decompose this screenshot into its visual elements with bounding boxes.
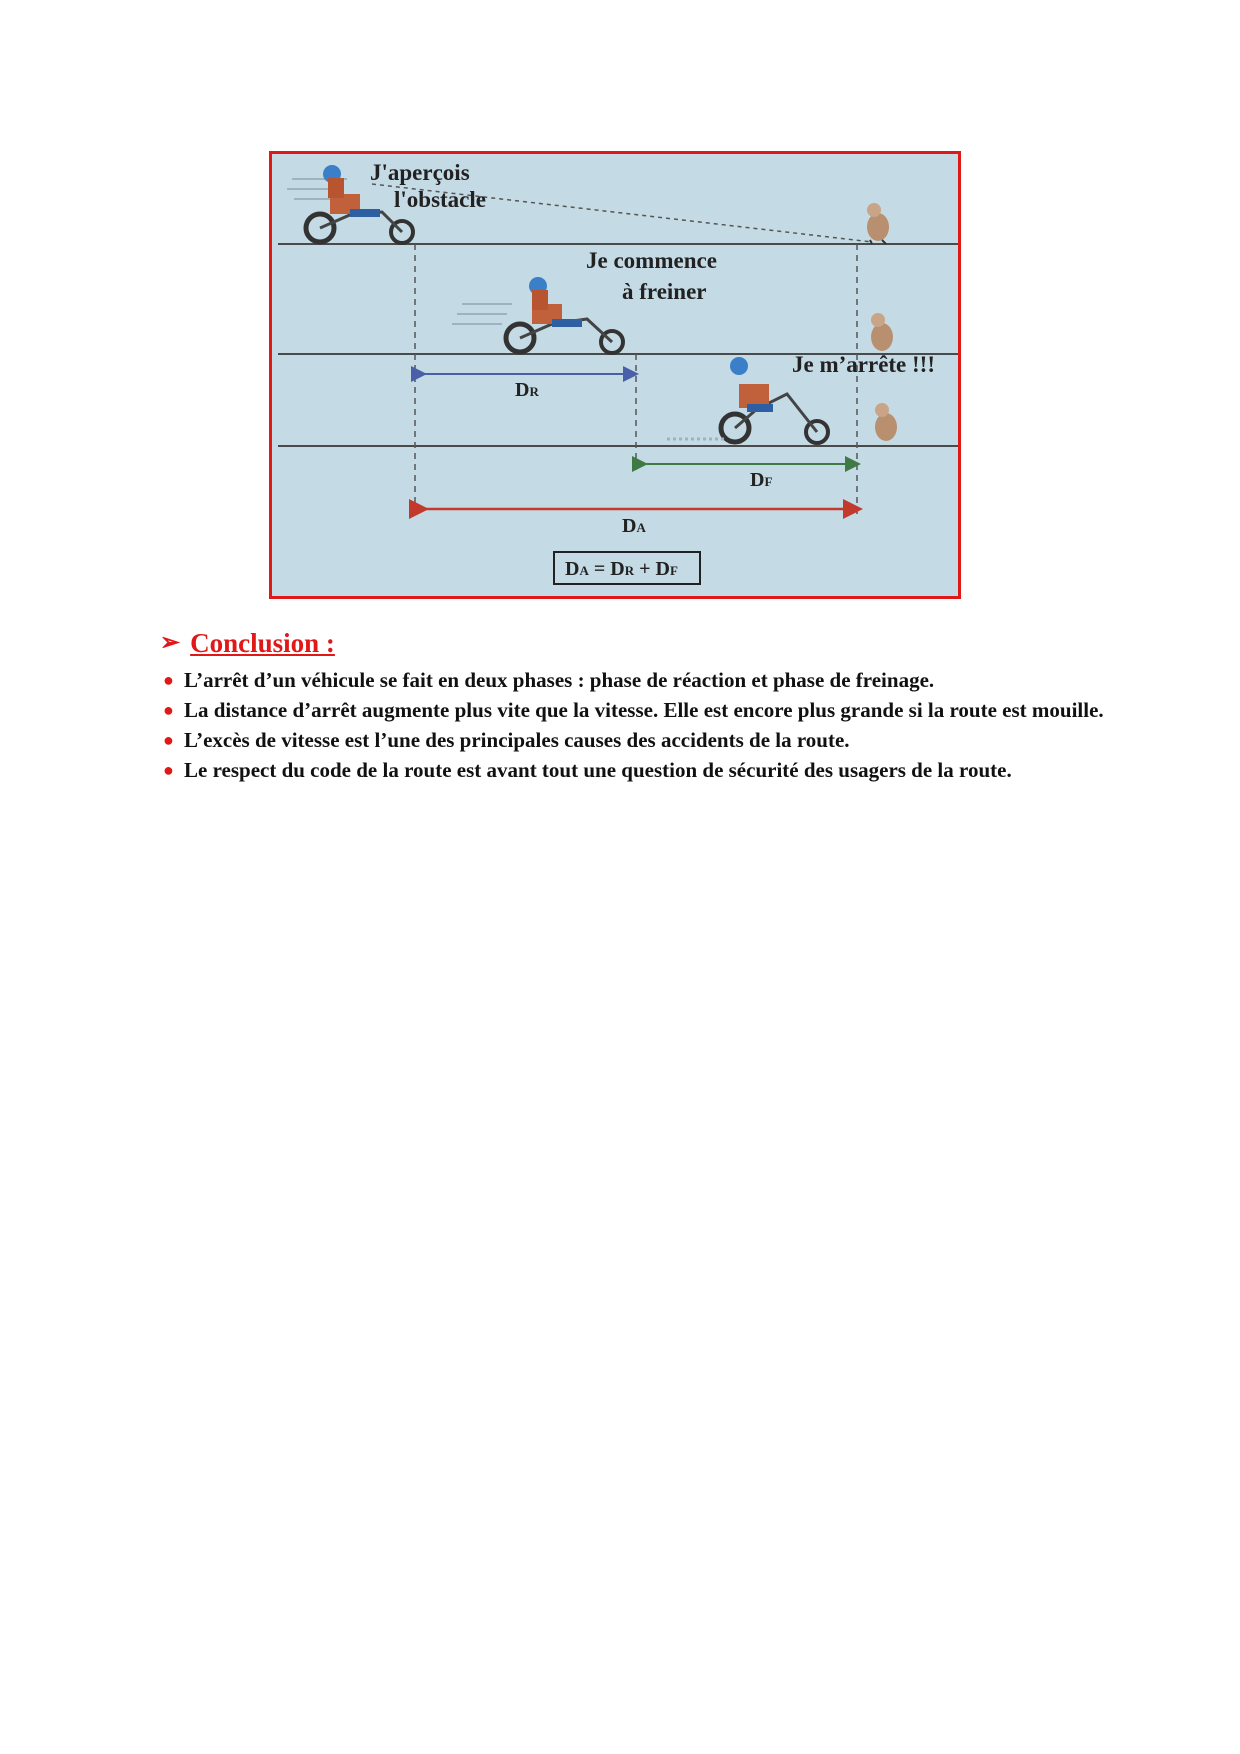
list-item: ● L’excès de vitesse est l’une des principales causes des accidents de la route.: [160, 726, 1110, 755]
bullet-icon: ●: [163, 700, 174, 720]
bullet-icon: ●: [163, 670, 174, 690]
list-item: ● L’arrêt d’un véhicule se fait en deux phases : phase de réaction et phase de freinage.: [160, 666, 1110, 695]
figure-illustration: [272, 154, 958, 596]
conclusion-section: [160, 626, 1110, 786]
dr-label: DR: [515, 379, 539, 401]
df-label: DF: [750, 469, 773, 491]
dog-3-icon: [875, 403, 897, 441]
rider-3-label: Je m’arrête !!!: [792, 352, 935, 377]
rider-1-label-line2: l'obstacle: [394, 187, 486, 212]
bullet-icon: ●: [163, 760, 174, 780]
formula-text: DA = DR + DF: [565, 558, 678, 580]
arrow-bullet-icon: ➢: [160, 630, 181, 656]
stopping-distance-figure: [269, 151, 961, 599]
rider-2-label-line1: Je commence: [586, 248, 717, 273]
list-item: ● La distance d’arrêt augmente plus vite que la vitesse. Elle est encore plus grande si la route est mouille.: [160, 696, 1110, 725]
motorcycle-2-icon: [452, 277, 623, 353]
rider-1-label-line1: J'aperçois: [370, 160, 470, 185]
list-item: ● Le respect du code de la route est avant tout une question de sécurité des usagers de la route.: [160, 756, 1110, 785]
bullet-icon: ●: [163, 730, 174, 750]
da-label: DA: [622, 515, 646, 537]
conclusion-list: [160, 666, 1110, 785]
dog-2-icon: [871, 313, 893, 351]
dog-1-icon: [867, 203, 889, 244]
rider-2-label-line2: à freiner: [622, 279, 707, 304]
conclusion-title: [160, 626, 1110, 660]
conclusion-heading: Conclusion :: [190, 628, 335, 658]
